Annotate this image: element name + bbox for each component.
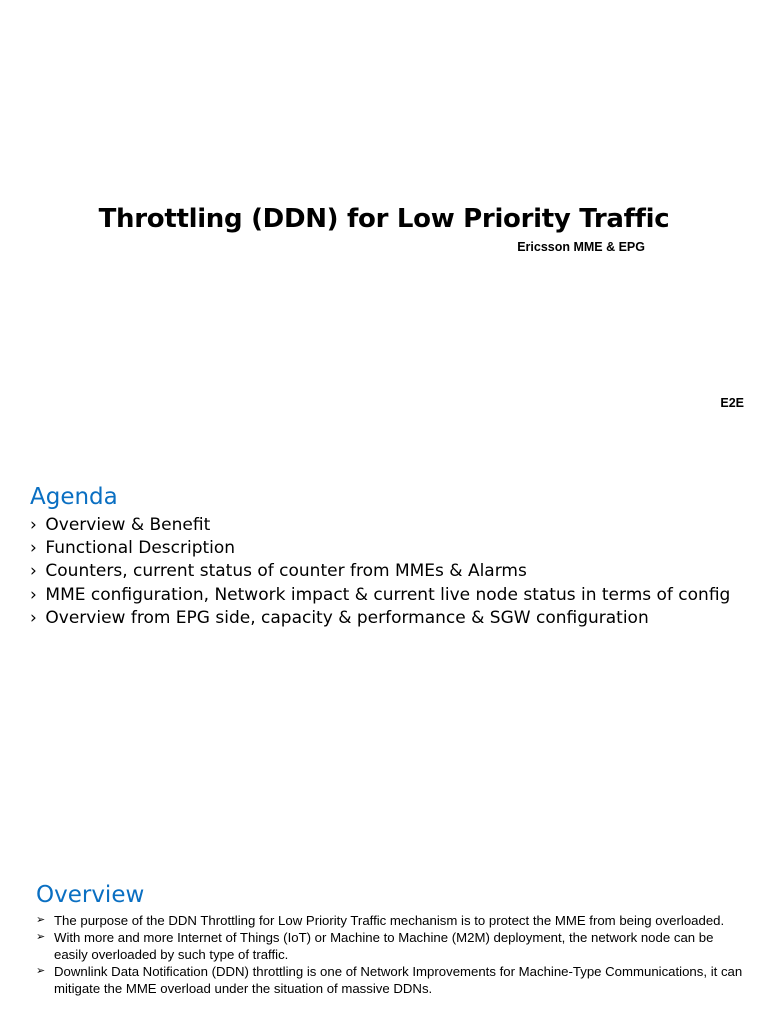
agenda-item-text: MME configuration, Network impact & current live node status in terms of config [45, 584, 731, 605]
bullet-chevron-icon: › [30, 561, 37, 582]
agenda-slide [0, 460, 768, 870]
agenda-item-text: Overview from EPG side, capacity & performance & SGW configuration [45, 607, 649, 628]
agenda-item-text: Functional Description [45, 538, 236, 559]
overview-item [36, 929, 748, 963]
bullet-arrow-icon: ➢ [36, 914, 46, 926]
overview-heading: Overview [36, 882, 145, 908]
overview-item-text: Downlink Data Notification (DDN) throttling is one of Network Improvements for Machine-Type Communications, it can mitigate the MME overload under the situation of massive DDNs. [54, 964, 743, 996]
bullet-chevron-icon: › [30, 584, 37, 605]
agenda-heading: Agenda [30, 484, 118, 510]
overview-item-text: With more and more Internet of Things (IoT) or Machine to Machine (M2M) deployment, the network node can be easily overloaded by such type of traffic. [54, 930, 714, 962]
bullet-chevron-icon: › [30, 538, 37, 559]
title-slide [0, 0, 768, 460]
overview-list [36, 912, 748, 997]
overview-slide [0, 870, 768, 1024]
bullet-arrow-icon: ➢ [36, 931, 46, 943]
agenda-item-text: Counters, current status of counter from MMEs & Alarms [45, 561, 527, 582]
overview-item-text: The purpose of the DDN Throttling for Low Priority Traffic mechanism is to protect the MME from being overloaded. [54, 913, 725, 928]
overview-item [36, 912, 748, 929]
agenda-item [30, 537, 730, 560]
agenda-item-text: Overview & Benefit [45, 515, 211, 535]
agenda-list [30, 514, 730, 630]
agenda-item [30, 607, 730, 630]
agenda-item [30, 560, 730, 583]
bullet-arrow-icon: ➢ [36, 965, 46, 977]
agenda-item [30, 584, 730, 607]
bullet-chevron-icon: › [30, 607, 37, 628]
overview-item [36, 963, 748, 997]
presentation-subtitle: Ericsson MME & EPG [517, 240, 645, 254]
presentation-title: Throttling (DDN) for Low Priority Traffic [98, 204, 670, 234]
e2e-tag: E2E [720, 396, 744, 410]
bullet-chevron-icon: › [30, 515, 37, 535]
agenda-item [30, 514, 730, 537]
